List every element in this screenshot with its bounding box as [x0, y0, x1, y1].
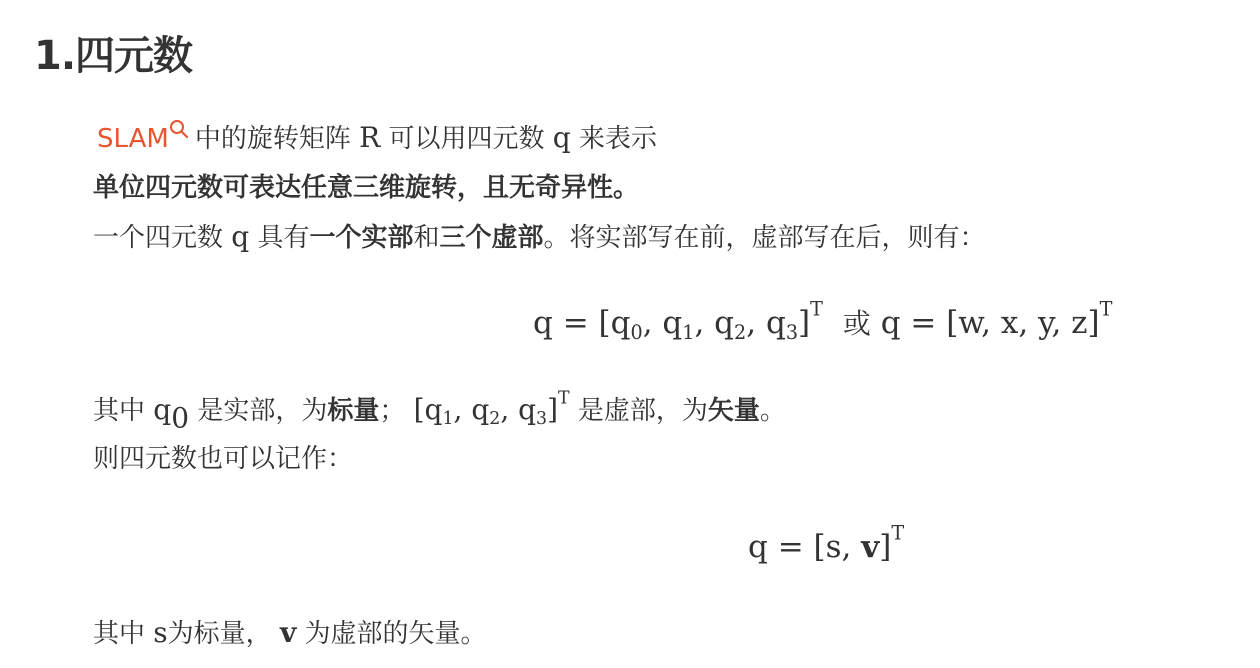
alt-notation-line: [93, 441, 353, 477]
vec-sup: T: [558, 388, 570, 409]
formula1-sep1: , q: [642, 305, 683, 341]
symbol-r: R: [359, 121, 381, 154]
final-line: [93, 615, 487, 652]
definition-part2: 具有: [257, 223, 310, 253]
explanation-line: [93, 388, 786, 435]
intro-text-3: 来表示: [578, 124, 657, 154]
final-part1: 其中: [93, 619, 146, 649]
final-s: s: [153, 616, 168, 649]
definition-bold-real: 一个实部: [309, 223, 414, 253]
definition-line: [93, 219, 986, 256]
symbol-q: q: [552, 121, 571, 154]
definition-part4: 。将实部写在前，虚部写在后，则有：: [543, 223, 986, 253]
slam-link[interactable]: SLAM: [97, 124, 169, 154]
vec-sep2: , q: [500, 393, 537, 426]
final-part3: 为虚部的矢量。: [304, 619, 487, 649]
definition-bold-imag: 三个虚部: [439, 223, 544, 253]
formula1-sup2: T: [1099, 297, 1113, 321]
intro-text-2: 可以用四元数: [388, 124, 545, 154]
definition-part3: 和: [413, 223, 440, 253]
final-part2: 为标量，: [167, 619, 272, 649]
formula-scalar-vector: [748, 521, 905, 567]
explanation-part2: 是实部，为: [197, 396, 328, 426]
search-icon[interactable]: [169, 119, 189, 141]
formula1-sup: T: [810, 297, 823, 321]
vec-close: ]: [547, 393, 559, 426]
formula1-close: ]: [798, 305, 811, 341]
explanation-part3: ；: [379, 396, 406, 426]
formula1-sub2: 2: [734, 320, 747, 344]
formula1-sub3: 3: [785, 320, 799, 344]
explanation-q: q: [153, 393, 172, 426]
formula1-or: 或: [842, 307, 871, 340]
section-title: 1.四元数: [34, 33, 193, 79]
formula1-sep2: , q: [694, 305, 735, 341]
formula2-sup: T: [891, 521, 905, 545]
definition-part1: 一个四元数: [93, 223, 224, 253]
alt-notation-text: 则四元数也可以记作：: [93, 444, 354, 474]
explanation-part1: 其中: [93, 396, 146, 426]
explanation-part4: 是虚部，为: [577, 396, 708, 426]
definition-symbol-q: q: [231, 220, 250, 253]
explanation-vec: [413, 388, 570, 430]
intro-line: [97, 119, 657, 157]
explanation-sub0: 0: [171, 401, 190, 435]
vec-sep1: , q: [453, 393, 490, 426]
formula1-sep3: , q: [746, 305, 786, 341]
formula-quaternion: [533, 297, 1113, 344]
bold-statement-text: 单位四元数可表达任意三维旋转，且无奇异性。: [93, 173, 640, 203]
explanation-part5: 。: [759, 396, 786, 426]
vec-open: [q: [413, 393, 443, 426]
formula1-sub0: 0: [630, 320, 643, 344]
formula1-lhs: q = [q: [533, 305, 631, 341]
formula1-rhs: q = [w, x, y, z]: [880, 305, 1100, 341]
final-v: v: [279, 616, 297, 649]
vec-sub2: 2: [489, 409, 501, 430]
explanation-scalar: 标量: [327, 396, 380, 426]
bold-statement: [93, 170, 639, 206]
explanation-vector: 矢量: [707, 396, 760, 426]
formula2-close: ]: [879, 529, 892, 565]
vec-sub3: 3: [536, 409, 548, 430]
formula1-sub1: 1: [682, 320, 695, 344]
formula2-lhs: q = [s,: [748, 529, 862, 565]
formula2-v: v: [861, 529, 880, 565]
vec-sub1: 1: [442, 409, 454, 430]
intro-text-1: 中的旋转矩阵: [194, 124, 351, 154]
